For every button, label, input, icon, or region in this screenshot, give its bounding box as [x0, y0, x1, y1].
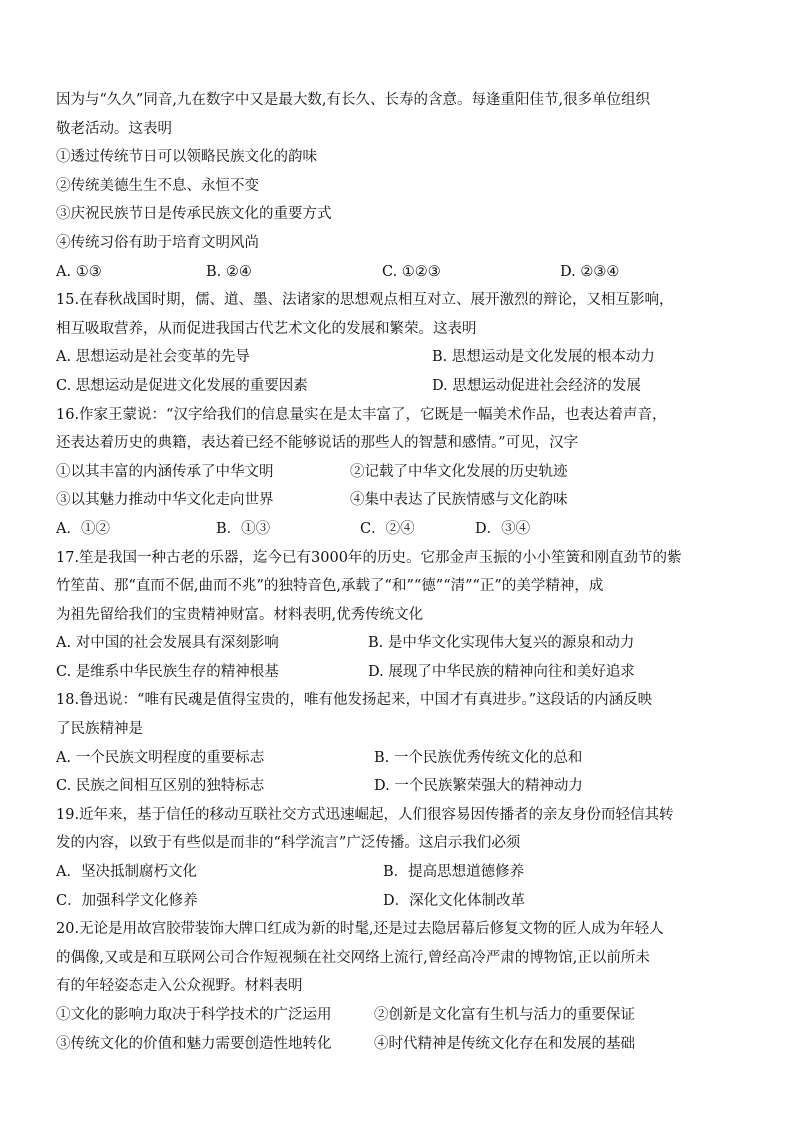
- q16-options: [56, 515, 746, 544]
- q20-stem-line-2: 的偶像,又或是和互联网公司合作短视频在社交网络上流行,曾经高冷严肃的博物馆,正以前所未: [56, 949, 650, 966]
- q17-stem-line-2: 竹笙苗、那“直而不倨,曲而不兆”的独特音色,承载了“和”“德”“清”“正”的美学精神，成: [56, 578, 604, 595]
- q18-option-c: C. 民族之间相互区别的独特标志: [56, 778, 265, 795]
- q18-stem-line-2: 了民族精神是: [56, 721, 143, 738]
- q19-options-row-2: [56, 887, 746, 916]
- q16-option-d: D．③④: [475, 520, 531, 537]
- q16-statement-2: ②记载了中华文化发展的历史轨迹: [350, 463, 568, 480]
- q17-option-a: A. 对中国的社会发展具有深刻影响: [56, 635, 279, 652]
- q19-option-d: D．深化文化体制改革: [383, 892, 526, 909]
- q15-stem-line-2: 相互吸取营养，从而促进我国古代艺术文化的发展和繁荣。这表明: [56, 320, 477, 337]
- q19-stem-line-2: 发的内容，以致于有些似是而非的“科学流言”广泛传播。这启示我们必须: [56, 835, 521, 852]
- q14-stem-line-1: 因为与“久久”同音,九在数字中又是最大数,有长久、长寿的含意。每逢重阳佳节,很多单位组织: [56, 92, 651, 108]
- q18-options-row-1: [56, 744, 746, 773]
- q20-stem-line-1: 20.无论是用故宫胶带装饰大牌口红成为新的时髦,还是过去隐居幕后修复文物的匠人成为年轻人: [56, 921, 664, 938]
- q17-option-b: B. 是中华文化实现伟大复兴的源泉和动力: [368, 635, 635, 652]
- q19-options-row-1: [56, 858, 746, 887]
- q15-option-d: D. 思想运动促进社会经济的发展: [432, 377, 641, 394]
- q16-statement-4: ④集中表达了民族情感与文化韵味: [350, 492, 568, 509]
- q16-statements-row-1: [56, 458, 746, 487]
- q14-option-b: B. ②④: [206, 263, 252, 280]
- q19-option-b: B．提高思想道德修养: [383, 864, 525, 881]
- q16-stem-line-2: 还表达着历史的典籍，表达着已经不能够说话的那些人的智慧和感情。”可见，汉字: [56, 435, 579, 452]
- q17-stem-line-1: 17.笙是我国一种古老的乐器，迄今已有3000年的历史。它那金声玉振的小小笙簧和刚直劲节的紫: [56, 549, 682, 566]
- q16-option-a: A．①②: [56, 520, 110, 537]
- q15-options-row-1: [56, 343, 746, 372]
- q20-statement-2: ②创新是文化富有生机与活力的重要保证: [374, 1007, 635, 1023]
- q15-stem-line-1: 15.在春秋战国时期，儒、道、墨、法诸家的思想观点相互对立、展开激烈的辩论，又相互影响，: [56, 292, 674, 309]
- q14-options: [56, 258, 746, 287]
- q20-statement-4: ④时代精神是传统文化存在和发展的基础: [374, 1035, 635, 1052]
- q17-option-d: D. 展现了中华民族的精神向往和美好追求: [368, 663, 635, 680]
- q16-option-b: B．①③: [216, 520, 271, 537]
- q20-statements-row-1: [56, 1001, 746, 1030]
- q20-statements-row-2: [56, 1030, 746, 1059]
- q14-option-d: D. ②③④: [560, 263, 620, 280]
- q20-statement-1: ①文化的影响力取决于科学技术的广泛运用: [56, 1007, 332, 1023]
- q17-stem-line-3: 为祖先留给我们的宝贵精神财富。材料表明,优秀传统文化: [56, 606, 424, 623]
- q18-stem-line-1: 18.鲁迅说：“唯有民魂是值得宝贵的，唯有他发扬起来，中国才有真进步。”这段话的内涵反映: [56, 692, 653, 709]
- q16-statement-1: ①以其丰富的内涵传承了中华文明: [56, 463, 274, 480]
- q19-stem-line-1: 19.近年来，基于信任的移动互联社交方式迅速崛起，人们很容易因传播者的亲友身份而轻信其转: [56, 806, 674, 823]
- q14-statement-2: ②传统美德生生不息、永恒不变: [56, 177, 259, 194]
- q14-statement-1: ①透过传统节日可以领略民族文化的韵味: [56, 149, 317, 166]
- q17-option-c: C. 是维系中华民族生存的精神根基: [56, 663, 279, 680]
- q14-statement-4: ④传统习俗有助于培育文明风尚: [56, 234, 259, 251]
- q19-option-a: A．坚决抵制腐朽文化: [56, 864, 197, 881]
- q17-options-row-2: [56, 658, 746, 687]
- q16-statement-3: ③以其魅力推动中华文化走向世界: [56, 492, 274, 509]
- q18-option-b: B. 一个民族优秀传统文化的总和: [374, 749, 583, 766]
- q18-options-row-2: [56, 772, 746, 801]
- q20-stem-line-3: 有的年轻姿态走入公众视野。材料表明: [56, 978, 303, 995]
- q18-option-d: D. 一个民族繁荣强大的精神动力: [374, 778, 583, 795]
- q15-option-b: B. 思想运动是文化发展的根本动力: [432, 349, 655, 366]
- q14-option-c: C. ①②③: [382, 263, 441, 280]
- q15-options-row-2: [56, 372, 746, 401]
- q16-option-c: C．②④: [360, 520, 415, 537]
- q14-stem-line-2: 敬老活动。这表明: [56, 120, 172, 137]
- q20-statement-3: ③传统文化的价值和魅力需要创造性地转化: [56, 1035, 332, 1052]
- q14-statement-3: ③庆祝民族节日是传承民族文化的重要方式: [56, 206, 332, 223]
- q16-statements-row-2: [56, 486, 746, 515]
- q15-option-a: A. 思想运动是社会变革的先导: [56, 349, 250, 366]
- q14-option-a: A. ①③: [56, 263, 102, 280]
- q18-option-a: A. 一个民族文明程度的重要标志: [56, 749, 265, 766]
- q19-option-c: C．加强科学文化修养: [56, 892, 198, 909]
- exam-page: [56, 86, 746, 1058]
- q16-stem-line-1: 16.作家王蒙说：“汉字给我们的信息量实在是太丰富了，它既是一幅美术作品，也表达着声音，: [56, 406, 667, 423]
- q15-option-c: C. 思想运动是促进文化发展的重要因素: [56, 377, 308, 394]
- q17-options-row-1: [56, 629, 746, 658]
